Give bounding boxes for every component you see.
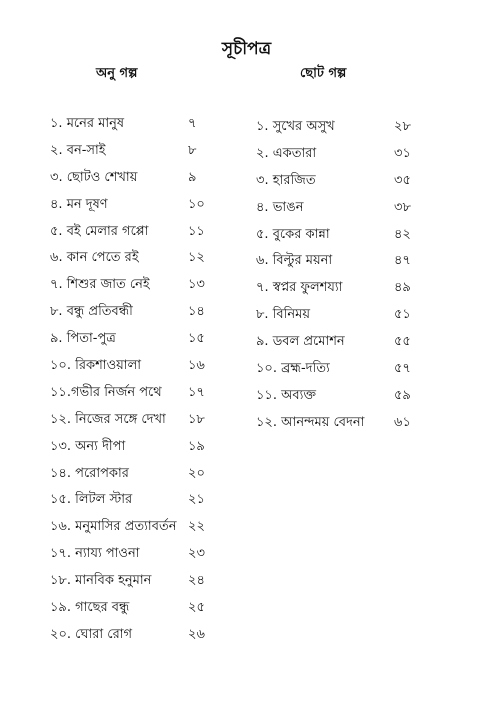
- toc-entry-page-number: ২৩: [188, 546, 205, 562]
- toc-entry-title: ২. বন-সাই: [50, 142, 106, 158]
- toc-entry-title: ৪. ভাঙন: [256, 199, 304, 215]
- toc-entry-page-number: ৬১: [394, 414, 411, 430]
- toc-entry-page-number: ১২: [188, 250, 205, 266]
- toc-entry-page-number: ৮: [188, 142, 197, 158]
- toc-entry-page-number: ৫৭: [394, 361, 411, 377]
- toc-entry-page-number: ৩৮: [394, 199, 411, 215]
- toc-entry-page-number: ৪৯: [394, 280, 411, 296]
- toc-entry-title: ১২. নিজের সঙ্গে দেখা: [50, 411, 166, 427]
- toc-entry-title: ১৩. অন্য দীপা: [50, 438, 126, 454]
- toc-entry-page-number: ৩১: [394, 145, 411, 161]
- toc-entry-page-number: ৯: [188, 169, 197, 185]
- toc-entry-title: ৪. মন দূষণ: [50, 196, 108, 212]
- toc-entry-title: ৯. পিতা-পুত্র: [50, 331, 116, 347]
- toc-entry-page-number: ১৮: [188, 411, 205, 427]
- toc-entry-page-number: ৫১: [394, 307, 411, 323]
- toc-entry-page-number: ৪২: [394, 226, 411, 242]
- toc-entry-title: ১৪. পরোপকার: [50, 465, 129, 481]
- toc-entry-page-number: ২৬: [188, 626, 205, 642]
- toc-entry-title: ১. সুখের অসুখ: [256, 119, 335, 134]
- toc-entry-title: ৩. ছোটও শেখায়: [50, 169, 138, 185]
- toc-entry-page-number: ৪৭: [394, 253, 411, 269]
- toc-entry-page-number: ৫৯: [394, 387, 411, 403]
- toc-entry-title: ৬. বিল্টুর ময়না: [256, 253, 333, 269]
- toc-entry-title: ১১.গভীর নির্জন পথে: [50, 384, 162, 400]
- toc-entry-title: ১. মনের মানুষ: [50, 116, 125, 131]
- toc-entry-title: ১২. আনন্দময় বেদনা: [256, 414, 365, 430]
- toc-entry-page-number: ১১: [188, 223, 205, 239]
- toc-entry-page-number: ১৫: [188, 331, 205, 347]
- toc-entry-title: ১১. অব্যক্ত: [256, 387, 317, 403]
- toc-entry-page-number: ৩৫: [394, 172, 411, 188]
- toc-entry-page-number: ১০: [188, 196, 205, 212]
- column-heading-right: ছোট গল্প: [300, 66, 347, 81]
- toc-entry-page-number: ৫৫: [394, 334, 411, 350]
- toc-entry-page-number: ১৪: [188, 304, 205, 320]
- toc-entry-page-number: ২৪: [188, 573, 205, 589]
- page-title: সূচীপত্র: [221, 39, 272, 59]
- toc-entry-title: ১৯. গাছের বন্ধু: [50, 600, 130, 616]
- toc-entry-page-number: ১৭: [188, 384, 205, 400]
- toc-entry-page-number: ২০: [188, 465, 205, 481]
- toc-entry-page-number: ২১: [188, 492, 205, 508]
- toc-entry-page-number: ১৬: [188, 358, 205, 374]
- toc-entry-title: ৮. বিনিময়: [256, 307, 311, 323]
- toc-entry-title: ৩. হারজিত: [256, 172, 316, 188]
- toc-entry-title: ১০. ব্রহ্ম-দত্যি: [256, 361, 330, 377]
- toc-entry-title: ৭. স্বপ্নর ফুলশয্যা: [256, 280, 343, 296]
- toc-entry-title: ২০. ঘোরা রোগ: [50, 626, 133, 642]
- toc-entry-title: ১৭. ন্যায্য পাওনা: [50, 546, 140, 562]
- toc-entry-title: ২. একতারা: [256, 145, 317, 161]
- toc-entry-title: ১৫. লিটল স্টার: [50, 492, 133, 508]
- toc-entry-title: ১৮. মানবিক হনুমান: [50, 573, 152, 589]
- toc-entry-title: ১০. রিকশাওয়ালা: [50, 358, 142, 374]
- toc-entry-title: ৫. বুকের কান্না: [256, 226, 330, 242]
- toc-entry-title: ৯. ডবল প্রমোশন: [256, 334, 345, 350]
- toc-entry-page-number: ২২: [188, 519, 205, 535]
- toc-entry-title: ৫. বই মেলার গপ্পো: [50, 223, 149, 239]
- toc-entry-page-number: ২৮: [394, 119, 411, 134]
- toc-entry-page-number: ৭: [188, 116, 197, 131]
- toc-entry-title: ১৬. মনুমাসির প্রত্যাবর্তন: [50, 519, 177, 535]
- toc-entry-title: ৭. শিশুর জাত নেই: [50, 277, 150, 293]
- toc-entry-page-number: ১৯: [188, 438, 205, 454]
- toc-entry-page-number: ২৫: [188, 600, 205, 616]
- column-heading-left: অনু গল্প: [96, 66, 138, 81]
- toc-entry-title: ৮. বন্ধু প্রতিবন্ধী: [50, 304, 133, 320]
- toc-entry-title: ৬. কান পেতে রই: [50, 250, 139, 266]
- toc-entry-page-number: ১৩: [188, 277, 205, 293]
